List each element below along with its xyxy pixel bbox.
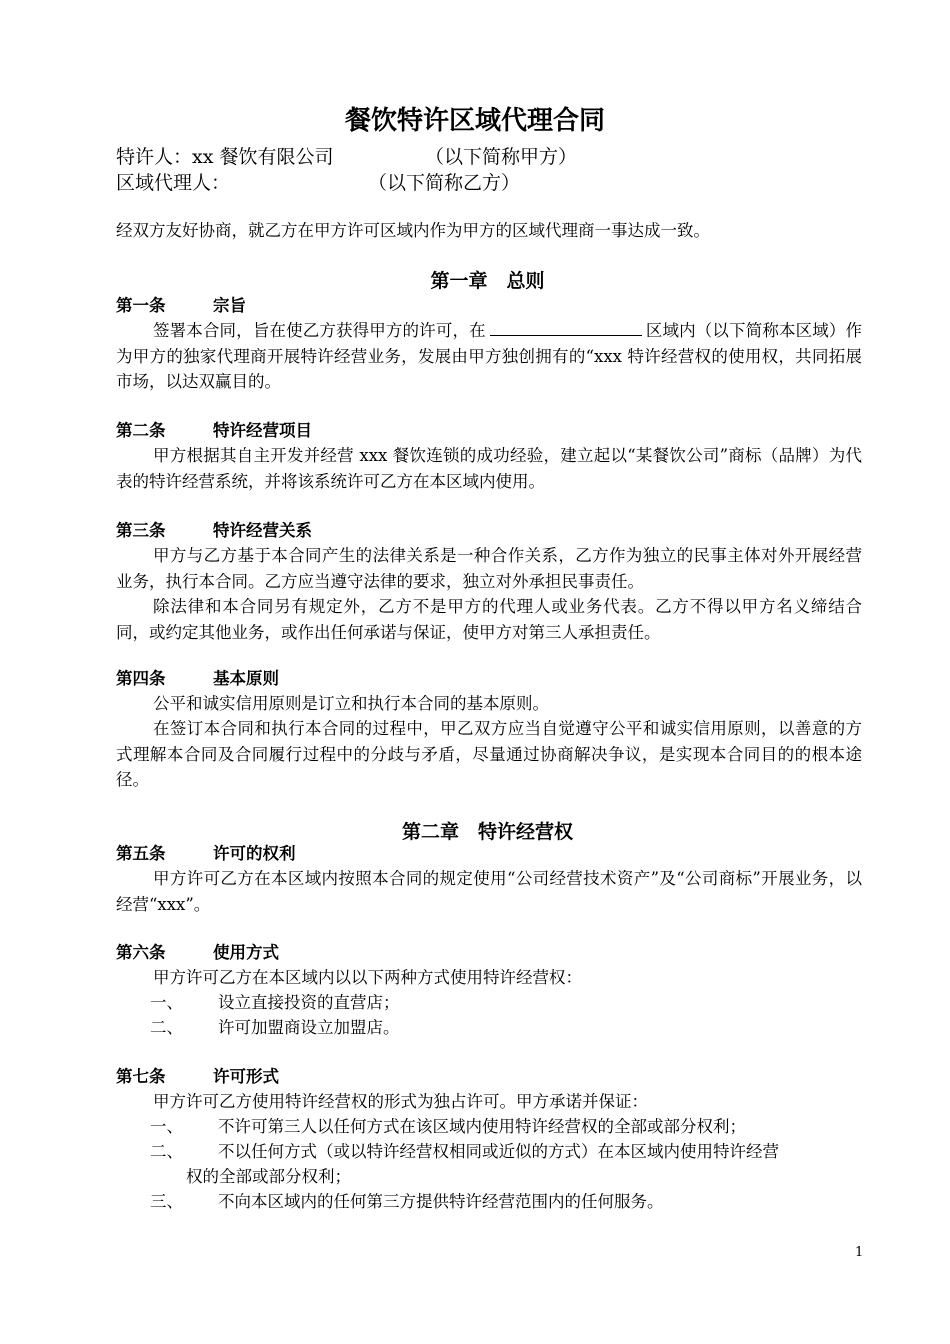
agent-note: （以下简称乙方） xyxy=(368,172,521,194)
licensor-note: （以下简称甲方） xyxy=(425,146,578,168)
article-7-heading xyxy=(116,1066,279,1088)
list-text: 不许可第三人以任何方式在该区域内使用特许经营权的全部或部分权利； xyxy=(218,1117,746,1136)
article-1-heading xyxy=(116,295,246,317)
article-2-title: 特许经营项目 xyxy=(213,421,312,440)
article-1-title: 宗旨 xyxy=(213,296,246,315)
article-1-number: 第一条 xyxy=(116,296,166,315)
article-3-title: 特许经营关系 xyxy=(213,521,312,540)
chapter-2-heading: 第二章 特许经营权 xyxy=(401,821,573,843)
article-2-heading xyxy=(116,420,312,442)
article-4-title: 基本原则 xyxy=(213,669,279,688)
article-4-heading xyxy=(116,668,279,690)
article-6-number: 第六条 xyxy=(116,943,166,962)
article-1-text-after: 区域内（以下简称本区域）作为甲方的独家代理商开展特许经营业务，发展由甲方独创拥有的“xxx 特许经营权的使用权，共同拓展市场，以达双赢目的。 xyxy=(116,321,863,391)
article-7-title: 许可形式 xyxy=(213,1067,279,1086)
list-number: 三、 xyxy=(150,1192,183,1211)
document-title: 餐饮特许区域代理合同 xyxy=(344,106,605,136)
article-3-paragraph-2: 除法律和本合同另有规定外，乙方不是甲方的代理人或业务代表。乙方不得以甲方名义缔结合同，或约定其他业务，或作出任何承诺与保证，使甲方对第三人承担责任。 xyxy=(116,597,862,642)
article-6-heading xyxy=(116,942,279,964)
article-6-title: 使用方式 xyxy=(213,943,279,962)
list-text: 不向本区域内的任何第三方提供特许经营范围内的任何服务。 xyxy=(218,1192,664,1211)
article-5-text: 甲方许可乙方在本区域内按照本合同的规定使用“公司经营技术资产”及“公司商标”开展业务，以经营“xxx”。 xyxy=(116,869,862,914)
list-text: 设立直接投资的直营店； xyxy=(218,993,400,1012)
article-2-number: 第二条 xyxy=(116,421,166,440)
chapter-1-heading: 第一章 总则 xyxy=(430,270,545,292)
licensor-label: 特许人：xx 餐饮有限公司 xyxy=(116,146,334,168)
article-5-number: 第五条 xyxy=(116,844,166,863)
article-3-paragraph-1: 甲方与乙方基于本合同产生的法律关系是一种合作关系，乙方作为独立的民事主体对外开展经营业务，执行本合同。乙方应当遵守法律的要求，独立对外承担民事责任。 xyxy=(116,546,862,591)
article-1-text xyxy=(116,318,862,395)
article-1-text-before: 签署本合同，旨在使乙方获得甲方的许可，在 xyxy=(153,321,486,340)
article-4-paragraph-2: 在签订本合同和执行本合同的过程中，甲乙双方应当自觉遵守公平和诚实信用原则，以善意的方式理解本合同及合同履行过程中的分歧与矛盾，尽量通过协商解决争议，是实现本合同目的的根本途径。 xyxy=(116,719,862,789)
article-3-heading xyxy=(116,520,312,542)
region-blank-line xyxy=(490,319,642,336)
article-2-text: 甲方根据其自主开发并经营 xxx 餐饮连锁的成功经验，建立起以“某餐饮公司”商标（品牌）为代表的特许经营系统，并将该系统许可乙方在本区域内使用。 xyxy=(116,446,862,491)
list-number: 二、 xyxy=(150,1142,183,1161)
article-7-intro: 甲方许可乙方使用特许经营权的形式为独占许可。甲方承诺并保证： xyxy=(153,1092,648,1111)
article-5-title: 许可的权利 xyxy=(213,844,296,863)
article-3-number: 第三条 xyxy=(116,521,166,540)
article-4-number: 第四条 xyxy=(116,669,166,688)
licensor-line xyxy=(116,144,333,170)
list-number: 一、 xyxy=(150,1117,183,1136)
article-6-intro: 甲方许可乙方在本区域内以以下两种方式使用特许经营权： xyxy=(153,968,582,987)
list-number: 二、 xyxy=(150,1018,183,1037)
article-4-paragraph-1: 公平和诚实信用原则是订立和执行本合同的基本原则。 xyxy=(153,694,549,713)
list-text: 许可加盟商设立加盟店。 xyxy=(218,1018,400,1037)
intro-paragraph: 经双方友好协商，就乙方在甲方许可区域内作为甲方的区域代理商一事达成一致。 xyxy=(116,221,710,240)
list-text: 不以任何方式（或以特许经营权相同或近似的方式）在本区域内使用特许经营 xyxy=(218,1142,779,1161)
list-number: 一、 xyxy=(150,993,183,1012)
agent-label: 区域代理人： xyxy=(116,172,231,194)
list-text-continued: 权的全部或部分权利； xyxy=(186,1167,351,1186)
article-7-number: 第七条 xyxy=(116,1067,166,1086)
page-number: 1 xyxy=(855,1245,864,1260)
article-5-heading xyxy=(116,843,296,865)
